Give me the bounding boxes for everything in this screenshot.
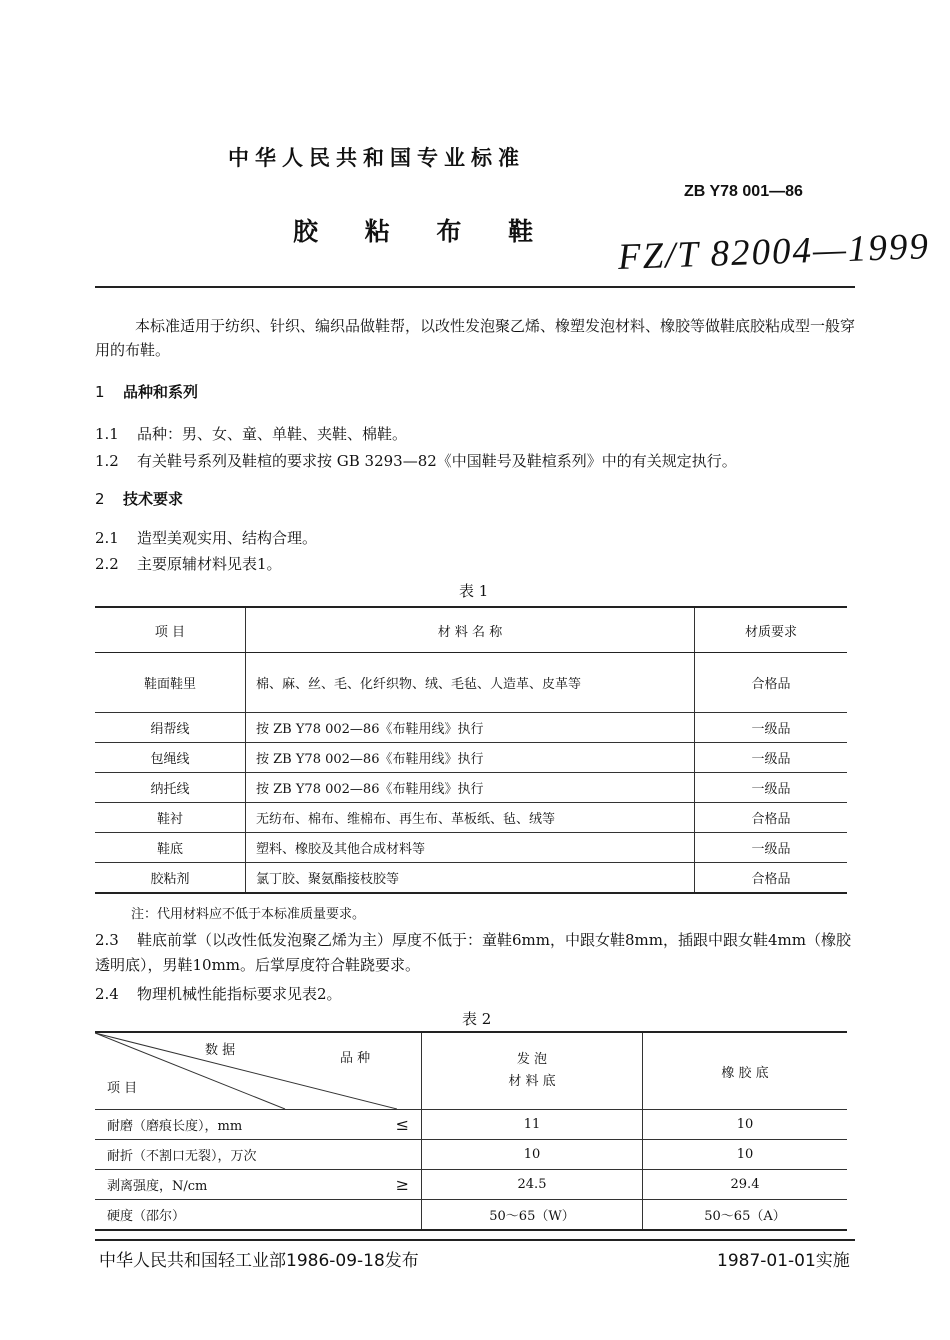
section-number: 1 <box>95 383 105 401</box>
clause-2-2 <box>95 553 282 574</box>
header-rubber-sole: 橡 胶 底 <box>643 1032 848 1110</box>
row-item: 鞋面鞋里 <box>95 653 246 713</box>
table-header-row <box>95 607 847 653</box>
clause-1-1 <box>95 423 407 444</box>
table-row <box>95 833 847 863</box>
clause-text: 有关鞋号系列及鞋楦的要求按 GB 3293—82《中国鞋号及鞋楦系列》中的有关规定执行。 <box>137 452 737 470</box>
corner-item-label: 项 目 <box>107 1081 138 1096</box>
table-row <box>95 653 847 713</box>
clause-text: 造型美观实用、结构合理。 <box>137 529 318 547</box>
materials-table <box>95 606 847 894</box>
row-material: 棉、麻、丝、毛、化纤织物、绒、毛毡、人造革、皮革等 <box>246 653 695 713</box>
clause-text: 物理机械性能指标要求见表2。 <box>137 985 342 1003</box>
clause-number: 1.1 <box>95 425 119 443</box>
handwritten-standard-code: FZ/T 82004—1999 <box>617 226 931 278</box>
row-item-label: 剥离强度，N/cm <box>107 1179 208 1194</box>
section-2-heading <box>95 488 183 509</box>
table-1-caption: 表 1 <box>459 582 489 600</box>
clause-2-3 <box>95 928 865 978</box>
national-standard-heading: 中华人民共和国专业标准 <box>228 146 525 170</box>
clause-1-2 <box>95 450 737 471</box>
top-rule <box>95 286 855 288</box>
clause-text: 鞋底前掌（以改性低发泡聚乙烯为主）厚度不低于：童鞋6mm，中跟女鞋8mm，插跟中跟女鞋4mm（橡胶透明底），男鞋10mm。后掌厚度符合鞋跷要求。 <box>95 931 851 974</box>
clause-number: 1.2 <box>95 452 119 470</box>
row-rubber-value: 50～65（A） <box>643 1200 848 1231</box>
row-rubber-value: 29.4 <box>643 1170 848 1200</box>
row-requirement: 合格品 <box>695 653 848 713</box>
row-foam-value: 11 <box>422 1110 643 1140</box>
row-item <box>95 1200 422 1231</box>
table-row <box>95 743 847 773</box>
row-item <box>95 1170 422 1200</box>
table-row <box>95 773 847 803</box>
table-row <box>95 803 847 833</box>
diagonal-lines <box>95 1033 397 1109</box>
clause-text: 品种：男、女、童、单鞋、夹鞋、棉鞋。 <box>137 425 408 443</box>
table-row <box>95 1110 847 1140</box>
comparison-symbol: ≤ <box>395 1115 409 1134</box>
clause-2-1 <box>95 527 317 548</box>
row-rubber-value: 10 <box>643 1140 848 1170</box>
clause-2-4 <box>95 983 342 1004</box>
row-foam-value: 10 <box>422 1140 643 1170</box>
clause-number: 2.3 <box>95 931 119 949</box>
row-requirement: 一级品 <box>695 743 848 773</box>
row-requirement: 合格品 <box>695 803 848 833</box>
row-foam-value: 50～65（W） <box>422 1200 643 1231</box>
table-row <box>95 1200 847 1231</box>
row-item: 绢帮线 <box>95 713 246 743</box>
row-requirement: 一级品 <box>695 713 848 743</box>
diagonal-header-cell <box>95 1032 422 1110</box>
section-1-heading <box>95 381 198 402</box>
row-material: 按 ZB Y78 002—86《布鞋用线》执行 <box>246 743 695 773</box>
section-title: 技术要求 <box>123 490 184 508</box>
effective-statement: 1987-01-01实施 <box>717 1251 850 1271</box>
row-item: 鞋底 <box>95 833 246 863</box>
row-item: 胶粘剂 <box>150 872 190 887</box>
corner-variety-label: 品 种 <box>340 1051 371 1066</box>
header-item: 项 目 <box>95 607 246 653</box>
row-item <box>95 1140 422 1170</box>
corner-data-label: 数 据 <box>205 1043 236 1058</box>
header-foam-sole <box>422 1032 643 1110</box>
row-item: 鞋衬 <box>95 803 246 833</box>
clause-text: 主要原辅材料见表1。 <box>137 555 282 573</box>
table-1-note: 注：代用材料应不低于本标准质量要求。 <box>131 907 366 922</box>
row-requirement: 一级品 <box>695 773 848 803</box>
clause-number: 2.1 <box>95 529 119 547</box>
table-header-row <box>95 1032 847 1110</box>
document-title: 胶 粘 布 鞋 <box>293 217 553 246</box>
issued-statement: 中华人民共和国轻工业部1986-09-18发布 <box>99 1251 419 1271</box>
row-material: 按 ZB Y78 002—86《布鞋用线》执行 <box>246 713 695 743</box>
row-item-label: 硬度（邵尔） <box>107 1209 186 1224</box>
row-item-label: 耐磨（磨痕长度），mm <box>107 1119 243 1134</box>
row-material: 塑料、橡胶及其他合成材料等 <box>246 833 695 863</box>
row-rubber-value: 10 <box>643 1110 848 1140</box>
table-row <box>95 1170 847 1200</box>
header-requirement: 材质要求 <box>695 607 848 653</box>
bottom-rule <box>95 1239 855 1241</box>
header-foam-line1: 发 泡 <box>516 1052 548 1067</box>
intro-paragraph: 本标准适用于纺织、针织、编织品做鞋帮，以改性发泡聚乙烯、橡塑发泡材料、橡胶等做鞋底胶粘成型一般穿用的布鞋。 <box>95 317 856 359</box>
table-row <box>95 1140 847 1170</box>
row-item-label: 耐折（不割口无裂），万次 <box>107 1149 257 1164</box>
row-requirement: 合格品 <box>695 863 848 894</box>
header-material: 材 料 名 称 <box>246 607 695 653</box>
row-material: 无纺布、棉布、维棉布、再生布、革板纸、毡、绒等 <box>246 803 695 833</box>
section-title: 品种和系列 <box>123 383 199 401</box>
row-item: 纳托线 <box>95 773 246 803</box>
row-material: 按 ZB Y78 002—86《布鞋用线》执行 <box>246 773 695 803</box>
clause-number: 2.2 <box>95 555 119 573</box>
row-requirement: 一级品 <box>695 833 848 863</box>
table-row <box>95 713 847 743</box>
clause-number: 2.4 <box>95 985 119 1003</box>
comparison-symbol: ≥ <box>395 1175 409 1194</box>
row-material: 氯丁胶、聚氨酯接枝胶等 <box>246 863 695 894</box>
table-2-caption: 表 2 <box>462 1010 492 1028</box>
section-number: 2 <box>95 490 105 508</box>
row-item <box>95 1110 422 1140</box>
table-row <box>95 863 847 894</box>
standard-code: ZB Y78 001—86 <box>684 183 803 200</box>
header-foam-line2: 材 料 底 <box>508 1074 556 1089</box>
row-foam-value: 24.5 <box>422 1170 643 1200</box>
row-item: 包绳线 <box>95 743 246 773</box>
properties-table <box>95 1031 847 1231</box>
